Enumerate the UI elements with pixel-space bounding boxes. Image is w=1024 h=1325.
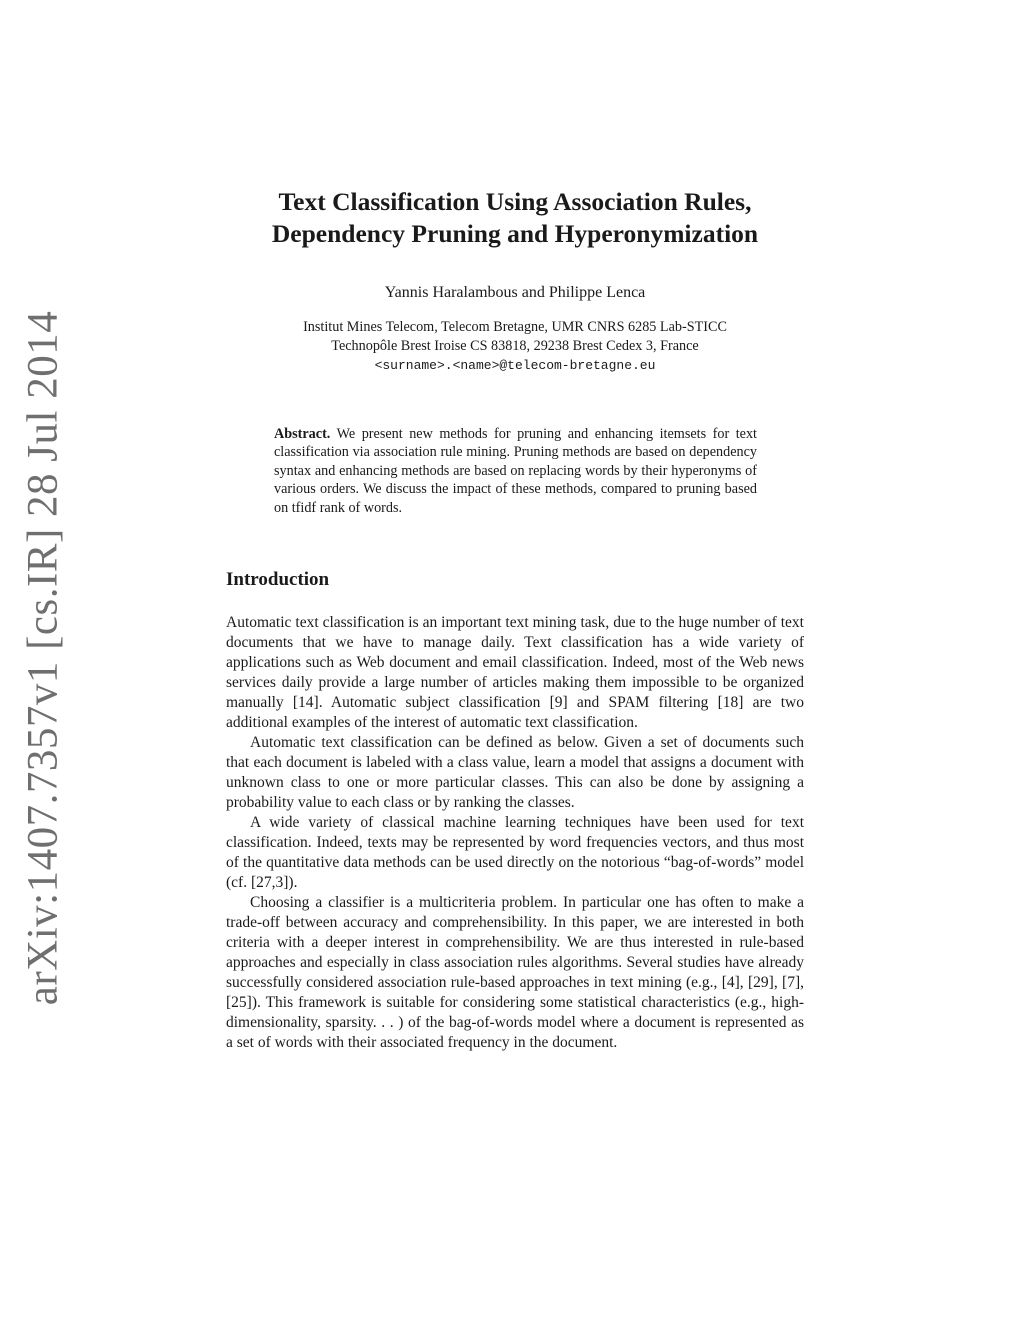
abstract (274, 425, 757, 517)
authors: Yannis Haralambous and Philippe Lenca (384, 284, 646, 301)
paragraph-3: A wide variety of classical machine learning techniques have been used for text classification. Indeed, texts may be represented by word frequencies vectors, and thus most of the quantitative data methods can be used directly on the notorious “bag-of-words” model (cf. [27,3]). (226, 814, 804, 891)
author-email: <surname>.<name>@telecom-bretagne.eu (374, 358, 656, 373)
paragraph-1: Automatic text classification is an important text mining task, due to the huge number of text documents that we have to manage daily. Text classification has a wide variety of applications such as Web document and email classification. Indeed, most of the Web news services daily provide a large number of articles making them impossible to be organized manually [14]. Automatic subject classification [9] and SPAM filtering [18] are two additional examples of the interest of automatic text classification. (226, 614, 804, 731)
affiliation-line-2: Technopôle Brest Iroise CS 83818, 29238 Brest Cedex 3, France (331, 338, 699, 354)
abstract-text: We present new methods for pruning and enhancing itemsets for text classification via association rule mining. Pruning methods are based on dependency syntax and enhancing methods are based on replacing words by their hyperonyms of various orders. We discuss the impact of these methods, compared to pruning based on tfidf rank of words. (274, 426, 757, 516)
paragraph-4: Choosing a classifier is a multicriteria problem. In particular one has often to make a trade-off between accuracy and comprehensibility. In this paper, we are interested in both criteria with a deeper interest in comprehensibility. We are thus interested in rule-based approaches and especially in class association rules algorithms. Several studies have already successfully considered association rule-based approaches in text mining (e.g., [4], [29], [7], [25]). This framework is suitable for considering some statistical characteristics (e.g., high-dimensionality, sparsity. . . ) of the bag-of-words model where a document is represented as a set of words with their associated frequency in the document. (226, 894, 804, 1051)
paragraph-2: Automatic text classification can be defined as below. Given a set of documents such that each document is labeled with a class value, learn a model that assigns a document with unknown class to one or more particular classes. This can also be done by assigning a probability value to each class or by ranking the classes. (226, 734, 804, 811)
title-line-1: Text Classification Using Association Rules, (278, 187, 752, 216)
arxiv-id: arXiv:1407.7357v1 [cs.IR] 28 Jul 2014 (19, 310, 67, 1006)
section-heading-introduction: Introduction (226, 569, 330, 590)
affiliation (226, 318, 804, 375)
introduction-body (226, 613, 804, 1053)
title-line-2: Dependency Pruning and Hyperonymization (271, 219, 759, 248)
abstract-label: Abstract. (274, 426, 331, 442)
paper-title (226, 186, 804, 250)
affiliation-line-1: Institut Mines Telecom, Telecom Bretagne, UMR CNRS 6285 Lab-STICC (303, 319, 727, 335)
